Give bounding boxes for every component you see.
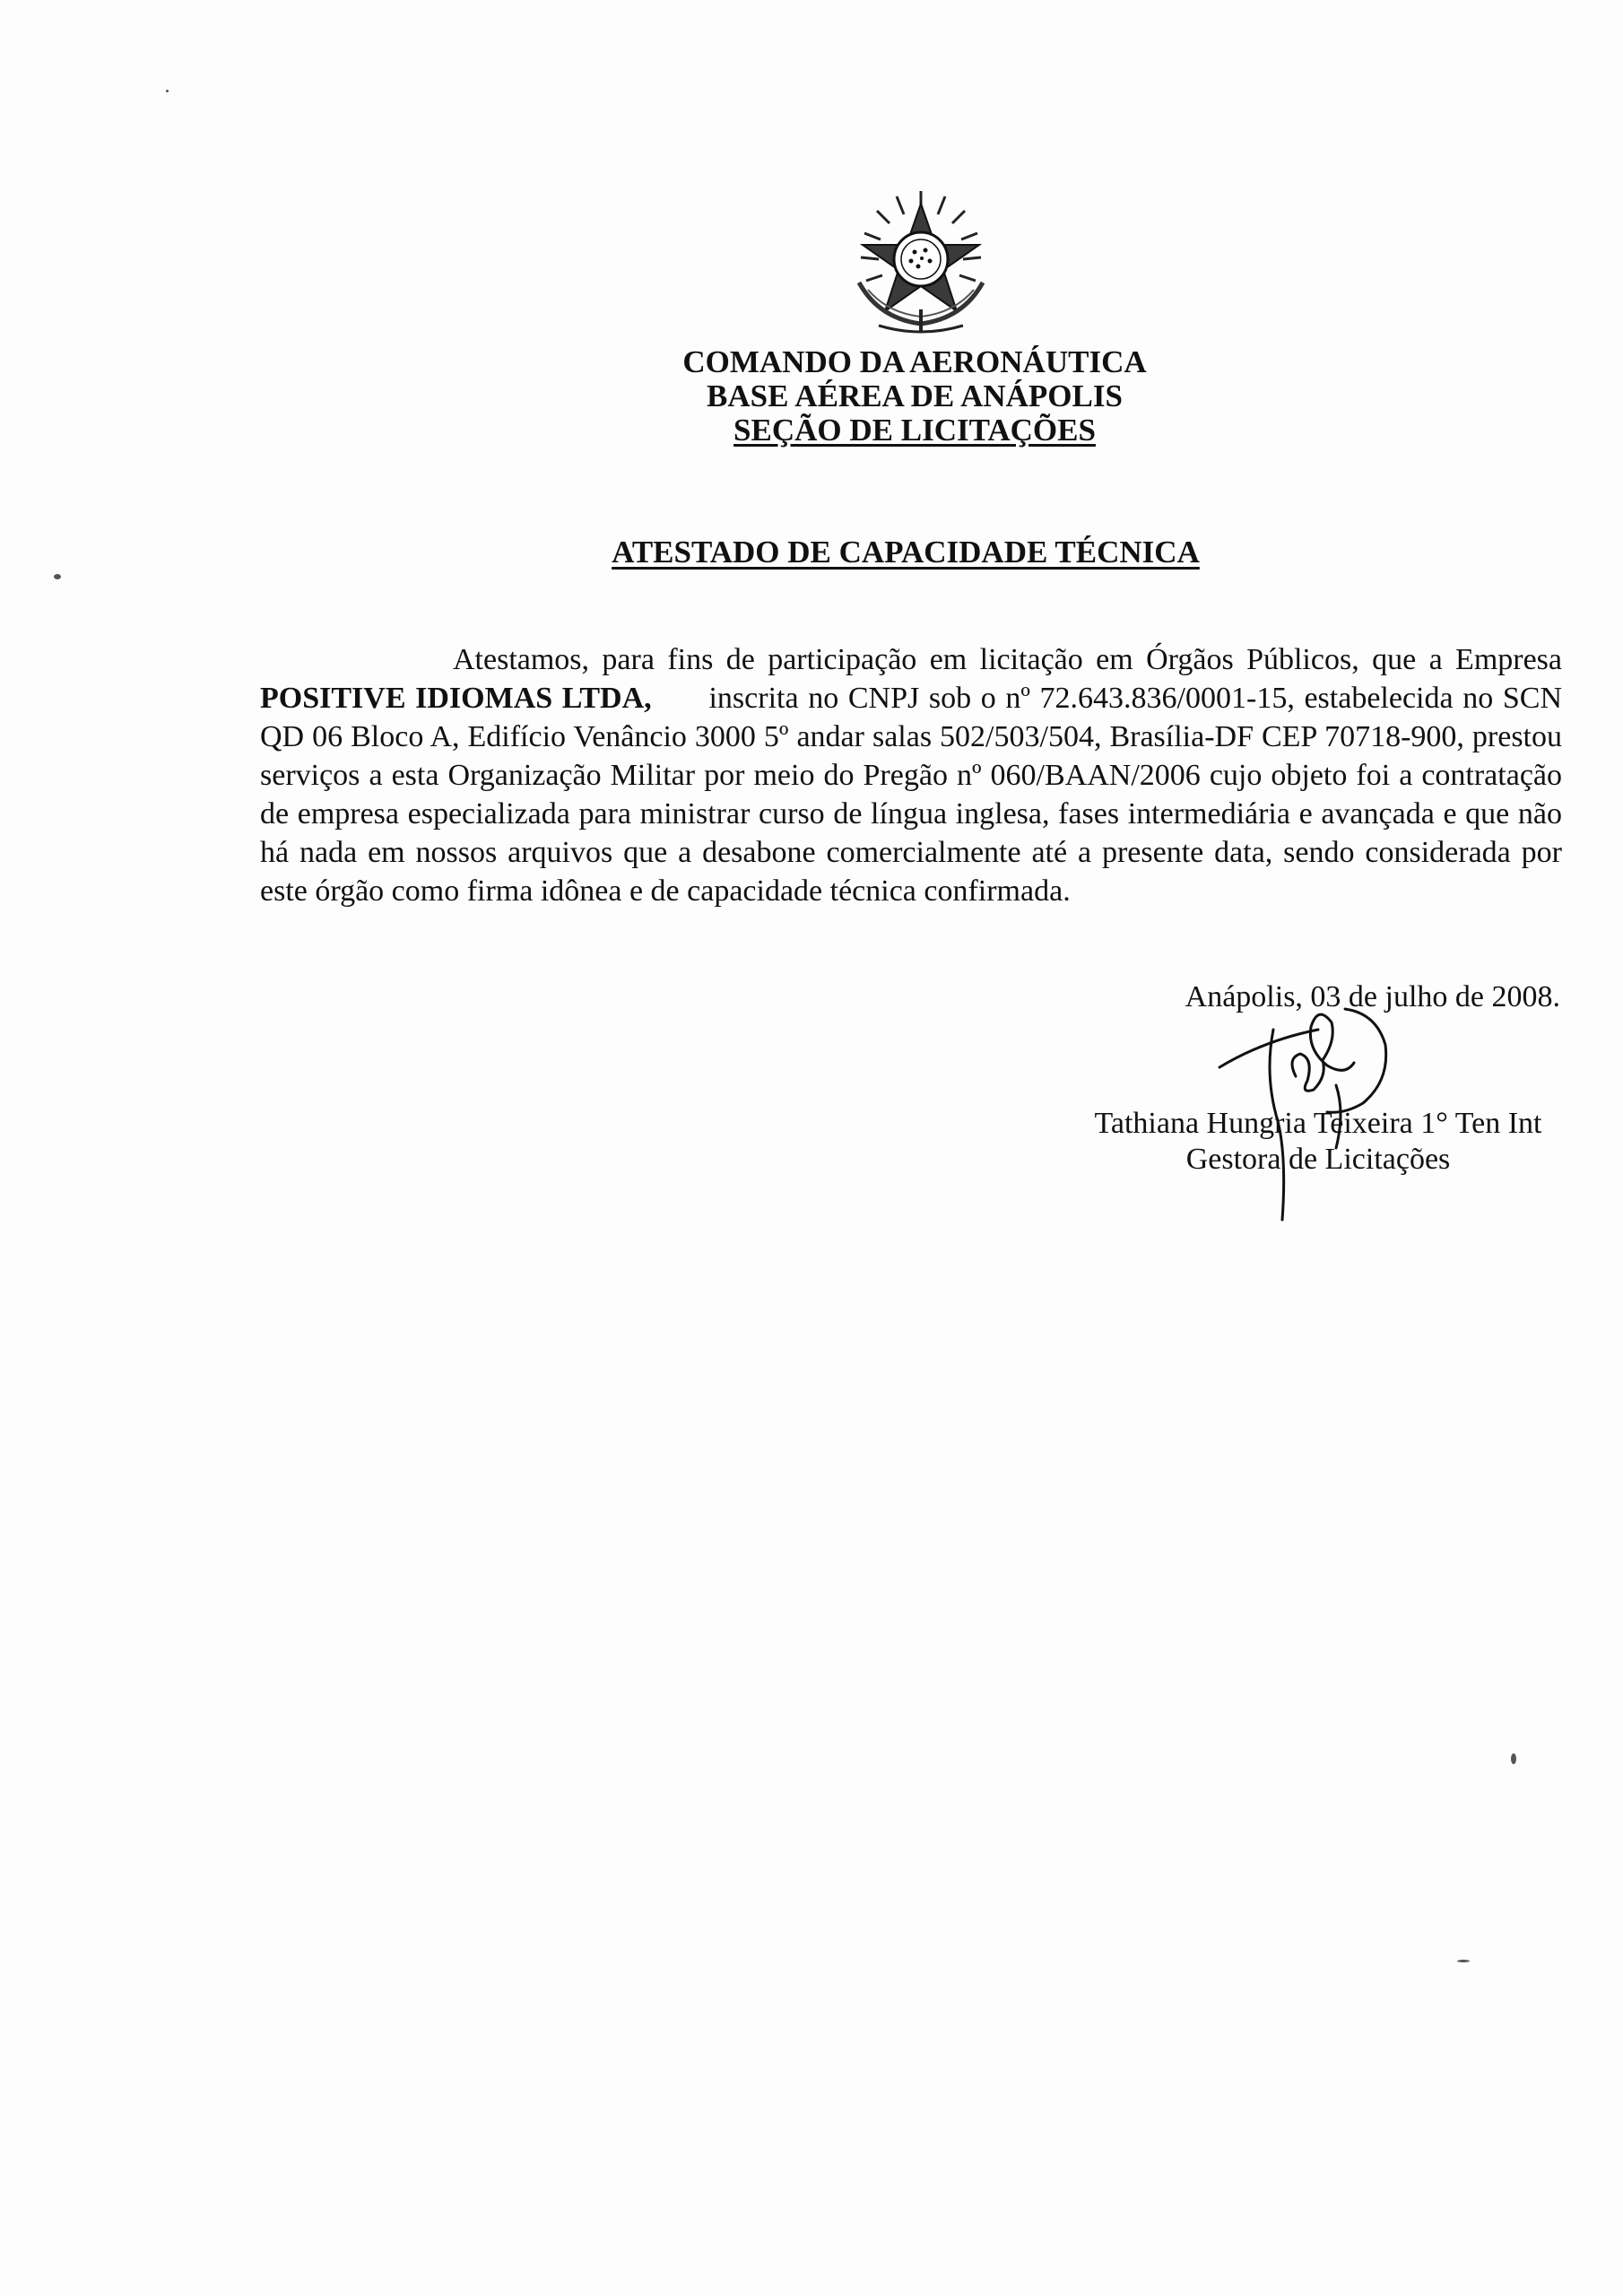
body-details: inscrita no CNPJ sob o nº 72.643.836/0001-15, estabelecida no SCN QD 06 Bloco A, Edifício Venâncio 3000 5º andar salas 502/503/504, Brasília-DF CEP 70718-900, prestou serviços a esta Organização Militar por meio do Pregão nº 060/BAAN/2006 cujo objeto foi a contratação de empresa especializada para ministrar curso de língua inglesa, fases intermediária e avançada e que não há nada em nossos arquivos que a desabone comercialmente até a presente data, sendo considerada por este órgão como firma idônea e de capacidade técnica confirmada.: [260, 682, 1562, 908]
scan-artifact: [166, 90, 169, 92]
header-command: COMANDO DA AERONÁUTICA: [682, 344, 1147, 379]
header-section: SEÇÃO DE LICITAÇÕES: [733, 413, 1096, 448]
signer-role: Gestora de Licitações: [1185, 1143, 1451, 1176]
header-base: BASE AÉREA DE ANÁPOLIS: [707, 378, 1123, 413]
institution-header: [574, 345, 1255, 448]
signer-block: [1058, 1106, 1578, 1178]
company-name: POSITIVE IDIOMAS LTDA,: [260, 682, 652, 715]
signer-name: Tathiana Hungria Teixeira 1° Ten Int: [1094, 1107, 1542, 1140]
place-and-date: Anápolis, 03 de julho de 2008.: [1185, 980, 1560, 1013]
coat-of-arms-emblem: [843, 184, 1000, 336]
body-intro: Atestamos, para fins de participação em licitação em Órgãos Públicos, que a Empresa: [453, 643, 1562, 676]
certificate-body: [260, 640, 1562, 910]
scan-artifact: [54, 574, 61, 579]
document-title: ATESTADO DE CAPACIDADE TÉCNICA: [612, 535, 1200, 570]
scan-artifact: [1457, 1960, 1470, 1962]
scan-artifact: [1511, 1753, 1516, 1764]
